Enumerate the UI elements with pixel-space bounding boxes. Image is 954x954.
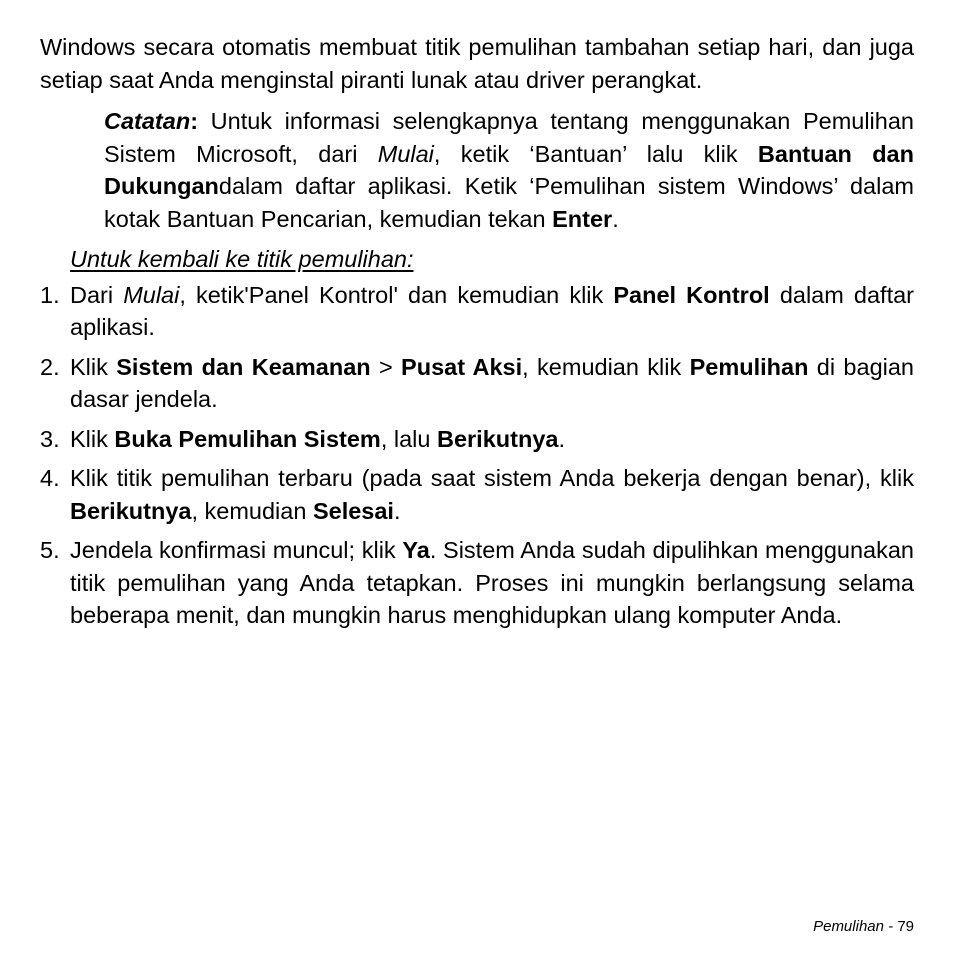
note-mulai: Mulai: [377, 140, 434, 167]
step-number: 5.: [40, 537, 60, 563]
section-subheading: Untuk kembali ke titik pemulihan:: [70, 246, 414, 272]
step-text-part: >: [370, 353, 402, 380]
step-bold-panel-kontrol: Panel Kontrol: [613, 281, 770, 308]
step-text-part: Klik: [70, 353, 117, 380]
step-text-part: dalam daftar aplikasi.: [70, 281, 915, 340]
document-page: [40, 31, 914, 632]
step-bold-buka-pemulihan: Buka Pemulihan Sistem: [114, 425, 381, 452]
note-text-1: Untuk informasi selengkapnya tentang menggunakan Pemulihan Sistem Microsoft, dari: [104, 108, 914, 167]
step-bold-sistem-keamanan: Sistem dan Keamanan: [116, 353, 371, 380]
step-bold-ya: Ya: [402, 537, 430, 563]
step-item-5: [40, 534, 914, 632]
note-paragraph: [104, 105, 914, 235]
footer-section-name: Pemulihan -: [813, 918, 894, 935]
note-label: Catatan: [104, 108, 191, 134]
note-text-2: , ketik ‘Bantuan’ lalu klik: [433, 140, 758, 167]
step-text-part: , lalu: [380, 425, 437, 452]
intro-paragraph: Windows secara otomatis membuat titik pemulihan tambahan setiap hari, dan juga setiap saat Anda menginstal piranti lunak atau driver perangkat.: [40, 34, 914, 93]
page-footer: [813, 917, 914, 937]
step-text-part: , kemudian: [191, 497, 313, 524]
step-bold-berikutnya: Berikutnya: [70, 497, 192, 524]
step-text-part: . Sistem Anda sudah dipulihkan menggunakan titik pemulihan yang Anda tetapkan. Proses ini mungkin berlangsung selama beberapa menit, dan mungkin harus menghidupkan ulang komputer Anda.: [70, 537, 914, 628]
note-text-3: dalam daftar aplikasi. Ketik ‘Pemulihan sistem Windows’ dalam kotak Bantuan Pencarian, kemudian tekan: [104, 173, 914, 232]
step-item-2: [40, 351, 914, 416]
step-text-part: Klik: [70, 425, 115, 452]
steps-list: [40, 279, 914, 632]
step-number: 2.: [40, 353, 60, 380]
note-colon: :: [190, 108, 199, 134]
step-number: 3.: [40, 425, 60, 452]
step-text: [70, 423, 914, 456]
note-text-4: .: [612, 205, 619, 232]
step-text: [70, 534, 914, 632]
step-number: 4.: [40, 465, 60, 491]
step-item-4: [40, 462, 914, 527]
step-text: [70, 279, 914, 344]
step-text: [70, 351, 914, 416]
note-enter: Enter: [552, 205, 613, 232]
step-text-part: Dari: [70, 281, 124, 308]
step-text-part: , ketik'Panel Kontrol' dan kemudian klik: [179, 281, 614, 308]
step-text-part: .: [393, 497, 401, 524]
step-text-part: .: [558, 425, 565, 452]
step-italic-mulai: Mulai: [123, 281, 180, 308]
note-bantuan: Bantuan dan Dukungan: [104, 140, 914, 199]
step-number: 1.: [40, 281, 60, 308]
step-item-3: [40, 423, 914, 456]
step-text-part: , kemudian klik: [522, 353, 690, 380]
step-item-1: [40, 279, 914, 344]
step-bold-pemulihan: Pemulihan: [689, 353, 809, 380]
step-text-part: Klik titik pemulihan terbaru (pada saat sistem Anda bekerja dengan benar), klik: [70, 465, 914, 491]
footer-page-number: 79: [897, 918, 914, 935]
step-text: [70, 462, 914, 527]
step-bold-pusat-aksi: Pusat Aksi: [401, 353, 523, 380]
step-text-part: di bagian dasar jendela.: [70, 353, 914, 412]
step-bold-berikutnya: Berikutnya: [437, 425, 559, 452]
step-text-part: Jendela konfirmasi muncul; klik: [70, 537, 403, 563]
step-bold-selesai: Selesai: [312, 497, 394, 524]
